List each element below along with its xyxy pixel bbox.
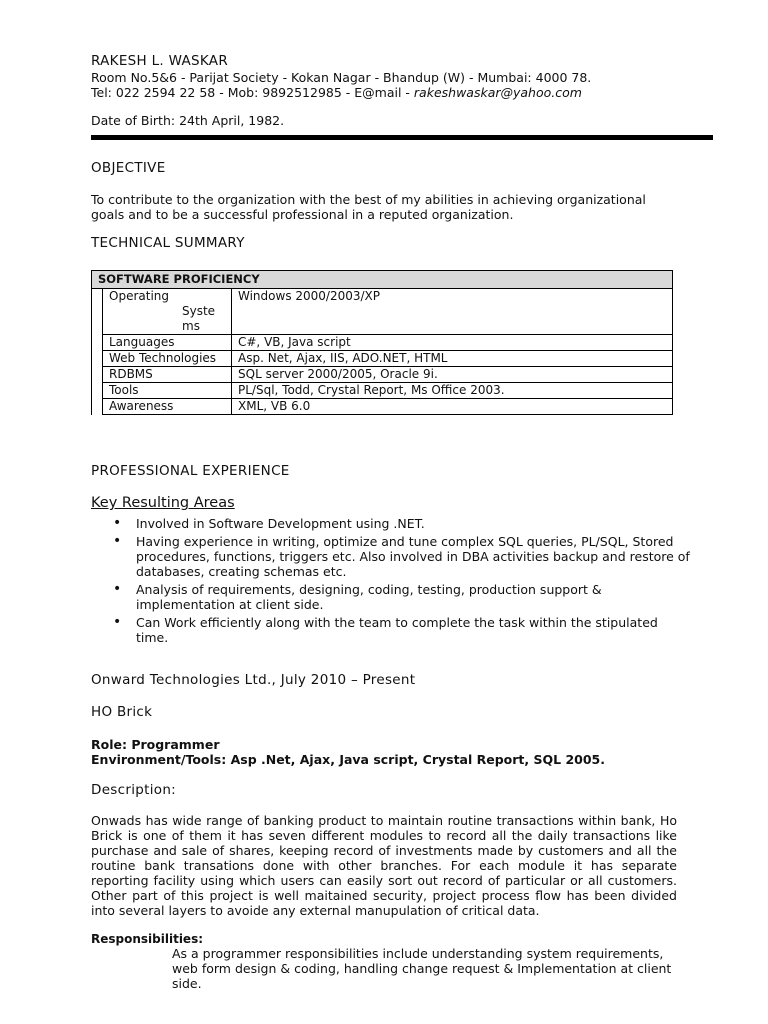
row-value: C#, VB, Java script [232,335,673,351]
row-value: PL/Sql, Todd, Crystal Report, Ms Office 2003. [232,383,673,399]
candidate-name: RAKESH L. WASKAR [91,53,229,69]
os-label-line-1: Operating [109,289,169,303]
row-value: Asp. Net, Ajax, IIS, ADO.NET, HTML [232,351,673,367]
technical-summary-heading: TECHNICAL SUMMARY [91,235,245,251]
row-label: Web Technologies [103,351,232,367]
row-value: SQL server 2000/2005, Oracle 9i. [232,367,673,383]
row-value: XML, VB 6.0 [232,399,673,415]
dob-label: Date of Birth [91,113,171,128]
table-row [92,383,673,399]
table-row [92,399,673,415]
objective-heading: OBJECTIVE [91,160,166,176]
responsibilities-heading: Responsibilities: [91,932,204,946]
list-item: • Can Work efficiently along with the team to complete the task within the stipulated time. [91,615,691,645]
table-row [92,289,673,335]
row-label: Languages [103,335,232,351]
header-divider [91,135,713,140]
company-heading: Onward Technologies Ltd., July 2010 – Present [91,672,416,688]
list-item: • Analysis of requirements, designing, coding, testing, production support & implementation at client side. [91,582,691,612]
address-line: Room No.5&6 - Parijat Society - Kokan Nagar - Bhandup (W) - Mumbai: 4000 78. [91,70,592,85]
email-link[interactable]: rakeshwaskar@yahoo.com [413,85,582,100]
phone-info: Tel: 022 2594 22 58 - Mob: 9892512985 - E@mail - [91,85,414,100]
table-indent-cell [92,289,103,415]
role-line: Role: Programmer [91,737,220,752]
key-resulting-areas-heading: Key Resulting Areas [91,495,235,511]
key-areas-list [91,516,691,648]
row-label: Tools [103,383,232,399]
software-proficiency-table [91,270,673,415]
list-item: • Having experience in writing, optimize and tune complex SQL queries, PL/SQL, Stored procedures, functions, triggers etc. Also involved in DBA activities backup and restore of databases, creating schemas etc. [91,534,691,579]
row-label: RDBMS [103,367,232,383]
dob-value: : 24th April, 1982. [170,113,285,128]
table-row [92,351,673,367]
os-label-line-3: ms [182,319,200,333]
environment-line: Environment/Tools: Asp .Net, Ajax, Java script, Crystal Report, SQL 2005. [91,752,605,767]
table-title: SOFTWARE PROFICIENCY [92,271,673,289]
description-heading: Description: [91,782,177,798]
project-description: Onwads has wide range of banking product to maintain routine transactions within bank, Ho Brick is one of them it has seven different modules to record all the daily transactions like purchase and sale of shares, keeping record of investments made by customers and all the routine bank transations done with other branches. For each module it has separate reporting facility using which users can easily sort out record of particular or all customers. Other part of this project is well maitained security, project process flow has been divided into several layers to avoide any external manupulation of critical data. [91,813,677,918]
project-name: HO Brick [91,704,153,720]
experience-heading: PROFESSIONAL EXPERIENCE [91,463,290,479]
objective-line-2: goals and to be a successful professional in a reputed organization. [91,207,514,222]
os-label-line-2: Syste [182,304,216,318]
table-row [92,367,673,383]
responsibilities-text: As a programmer responsibilities include understanding system requirements, web form design & coding, handling change request & Implementation at client side. [172,946,672,991]
row-value: Windows 2000/2003/XP [232,289,673,335]
contact-line [91,85,582,100]
list-item: • Involved in Software Development using .NET. [91,516,691,531]
row-label-operating-systems [103,289,232,335]
row-label: Awareness [103,399,232,415]
table-row [92,335,673,351]
date-of-birth [91,113,284,128]
objective-line-1: To contribute to the organization with the best of my abilities in achieving organizational [91,192,646,207]
